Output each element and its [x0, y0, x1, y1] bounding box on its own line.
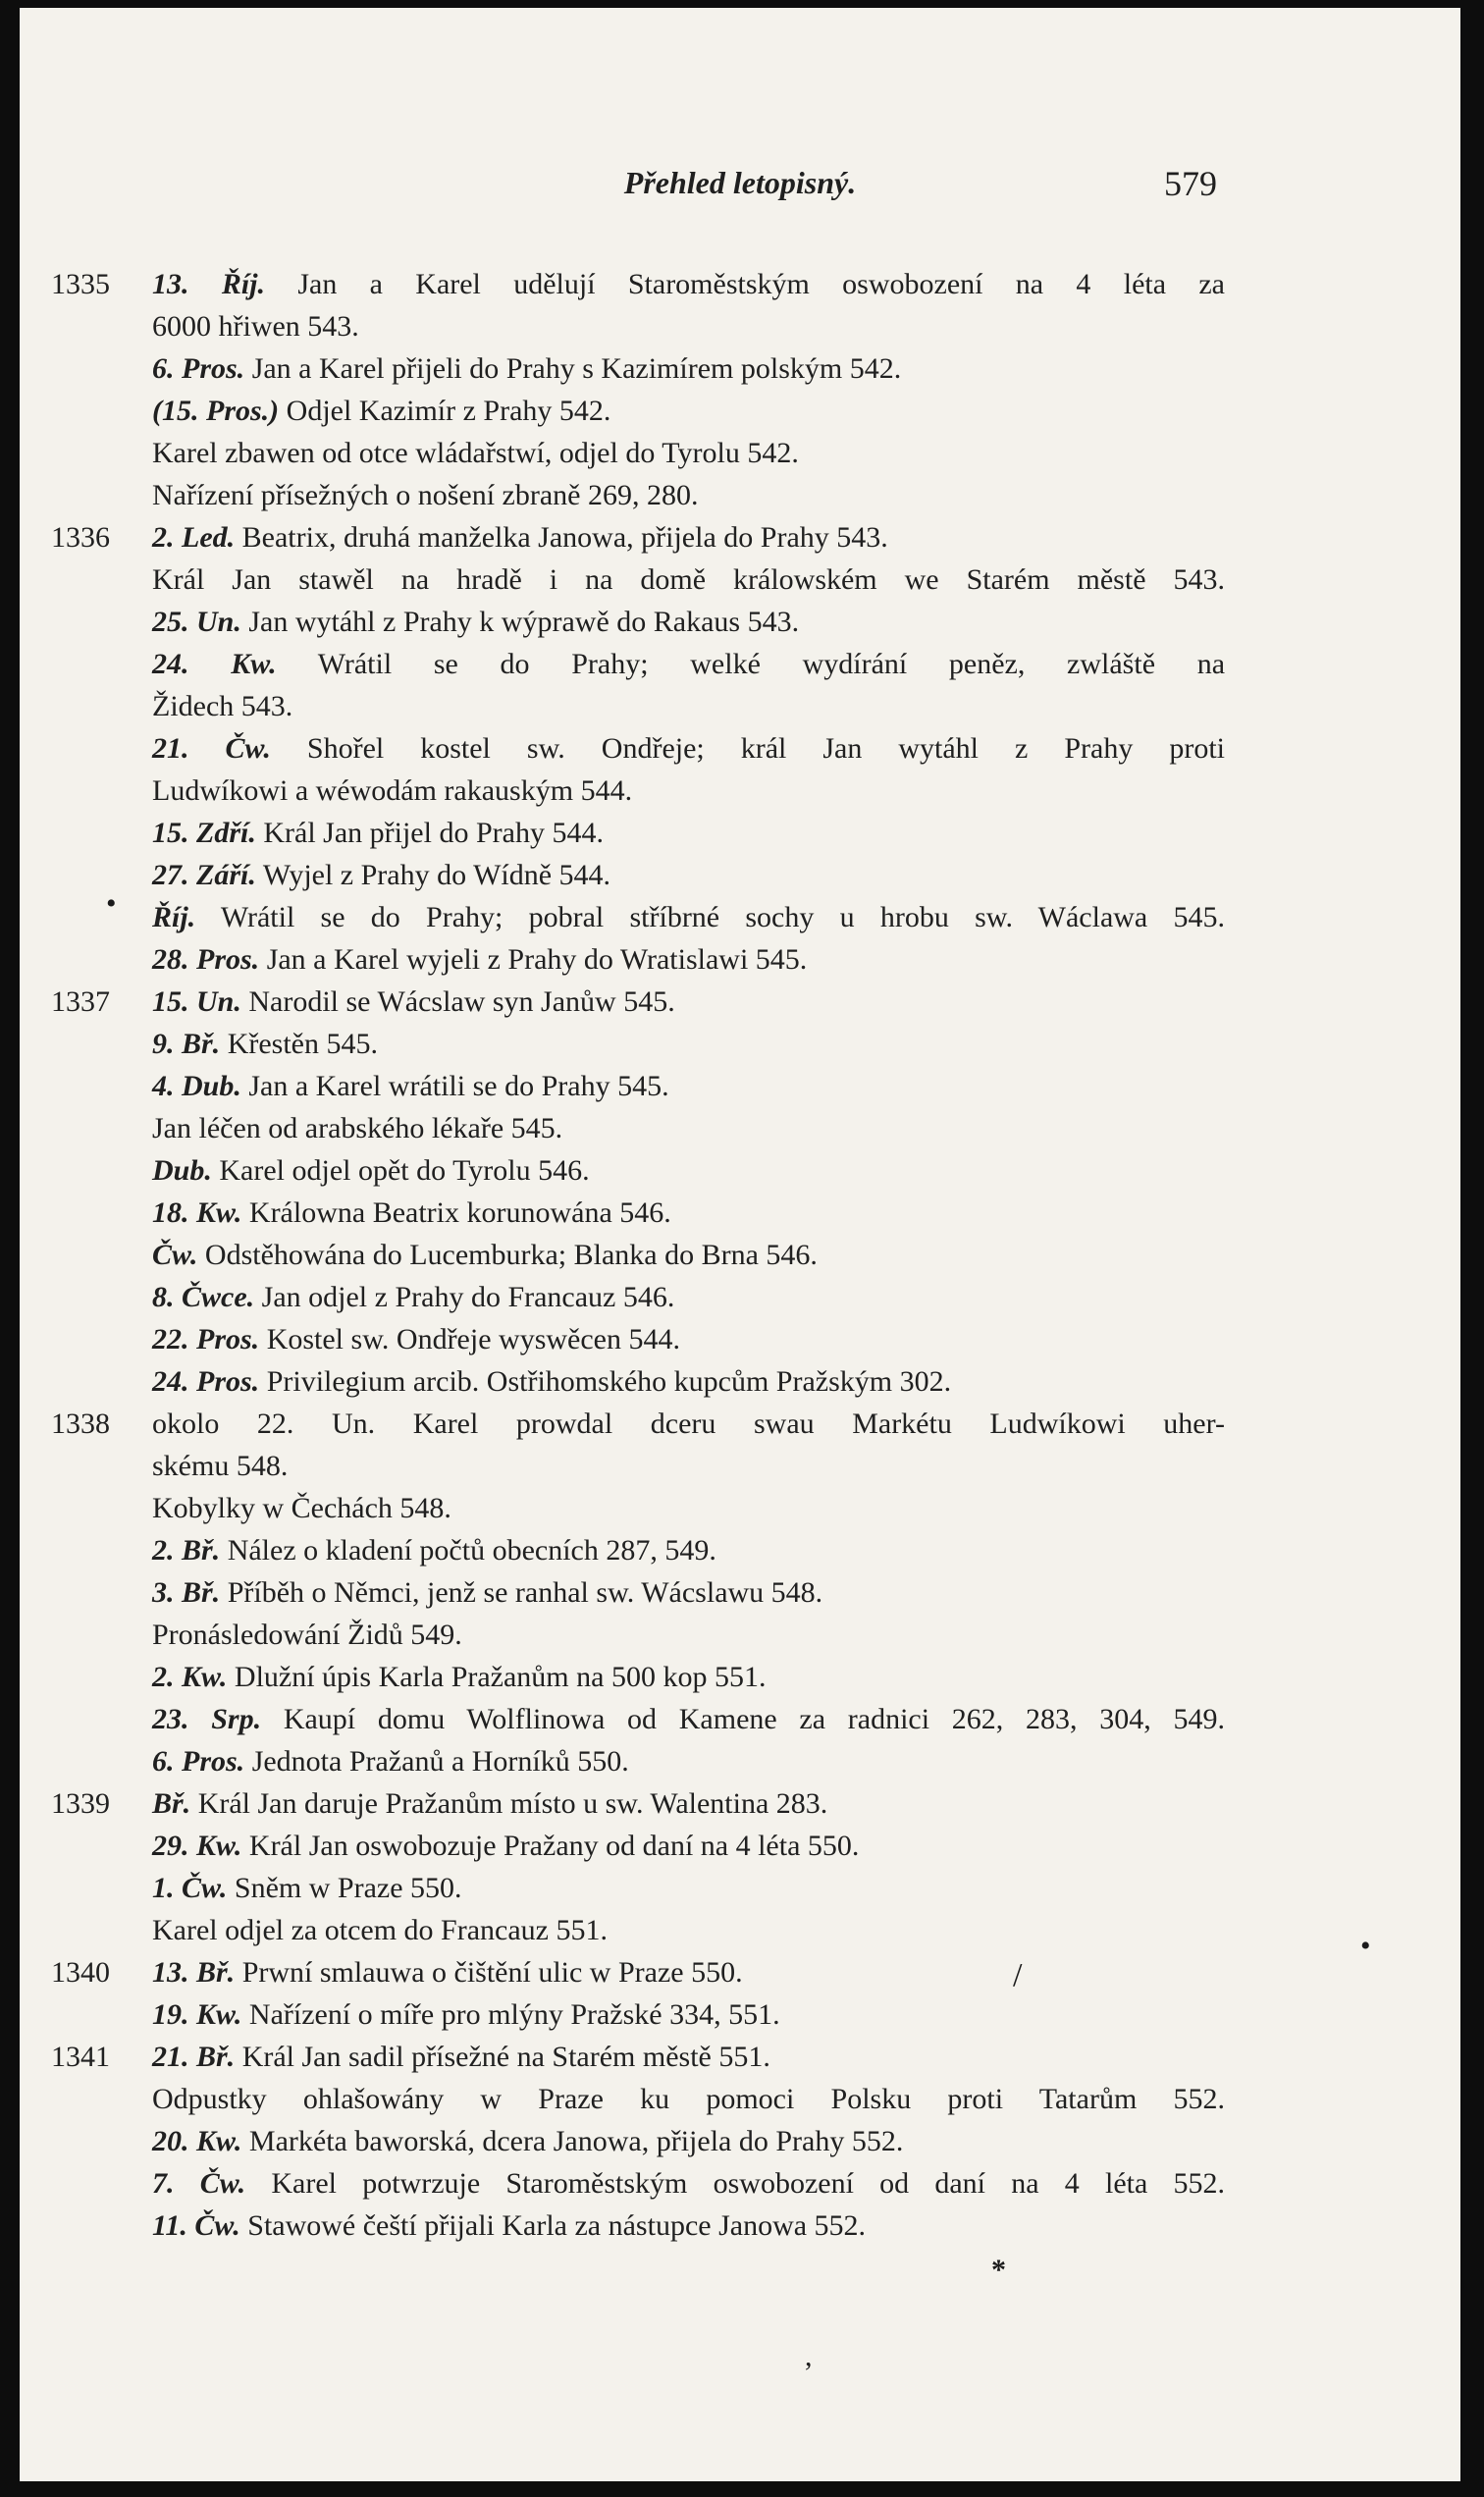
page-number: 579 [1164, 164, 1217, 203]
entry-date: 6. Pros. [152, 352, 245, 385]
entry-text: Křestěn 545. [227, 1028, 378, 1060]
stray-mark: , [805, 2340, 813, 2372]
chronology-line [20, 1360, 1460, 1403]
chronology-line [20, 1234, 1460, 1276]
chronology-line [20, 1107, 1460, 1149]
chronology-line [20, 558, 1460, 601]
chronology-line [20, 263, 1460, 305]
entry-text: Dlužní úpis Karla Pražanům na 500 kop 551. [234, 1661, 767, 1693]
running-title: Přehled letopisný. [623, 165, 857, 200]
entry-date: 11. Čw. [152, 2209, 240, 2242]
entry-text-line [152, 854, 1225, 896]
chronology-line [20, 685, 1460, 727]
entry-text: Wyjel z Prahy do Wídně 544. [262, 859, 611, 891]
print-dot-mark: • [1360, 1930, 1371, 1962]
chronology-line [20, 474, 1460, 516]
entry-text: Odpustky ohlašowány w Praze ku pomoci Polsku proti Tatarům 552. [152, 2083, 1225, 2115]
entry-text: Kobylky w Čechách 548. [152, 1492, 451, 1524]
entry-text-line [152, 1909, 1225, 1951]
entry-date: 23. Srp. [152, 1703, 262, 1735]
entry-text-line [152, 685, 1225, 727]
entry-text-line [152, 938, 1225, 981]
entry-text-line [152, 347, 1225, 390]
entry-text: Král Jan daruje Pražanům místo u sw. Walentina 283. [197, 1787, 828, 1820]
entry-text-line [152, 1107, 1225, 1149]
entry-date: 2. Kw. [152, 1661, 228, 1693]
year-label: 1336 [51, 521, 110, 554]
entry-text-line [152, 1867, 1225, 1909]
chronology-line [20, 1740, 1460, 1782]
entry-text-line [152, 2162, 1225, 2205]
entry-text: Král Jan oswobozuje Pražany od daní na 4 léta 550. [248, 1830, 860, 1862]
chronology-line [20, 2036, 1460, 2078]
entry-date: 1. Čw. [152, 1872, 228, 1904]
entry-text: Kaupí domu Wolflinowa od Kamene za radnici 262, 283, 304, 549. [283, 1703, 1225, 1735]
entry-text: Karel odjel za otcem do Francauz 551. [152, 1914, 608, 1946]
entry-date: 4. Dub. [152, 1070, 241, 1102]
entry-text-line [152, 1993, 1225, 2036]
entry-text: Židech 543. [152, 690, 293, 722]
chronology-line [20, 1656, 1460, 1698]
entry-text-line [152, 263, 1225, 305]
chronology-line [20, 727, 1460, 770]
entry-date: 29. Kw. [152, 1830, 242, 1862]
chronology-line [20, 1993, 1460, 2036]
entry-text: Odstěhowána do Lucemburka; Blanka do Brna 546. [204, 1239, 818, 1271]
entry-text: Wrátil se do Prahy; pobral stříbrné sochy u hrobu sw. Wáclawa 545. [220, 901, 1225, 933]
entry-text: Jan wytáhl z Prahy k wýprawě do Rakaus 543. [248, 606, 800, 638]
entry-date: 21. Čw. [152, 732, 271, 765]
entry-date: 15. Un. [152, 985, 241, 1018]
chronology-line [20, 1614, 1460, 1656]
entry-date: Bř. [152, 1787, 191, 1820]
entry-date: 8. Čwce. [152, 1281, 255, 1313]
entry-text-line [152, 601, 1225, 643]
entry-text-line [152, 1571, 1225, 1614]
chronology-line [20, 1825, 1460, 1867]
entry-text-line [152, 558, 1225, 601]
entry-text: Kostel sw. Ondřeje wyswěcen 544. [266, 1323, 680, 1355]
entry-text: Stawowé čeští přijali Karla za nástupce Janowa 552. [247, 2209, 867, 2242]
chronology-line [20, 812, 1460, 854]
entry-date: Říj. [152, 901, 196, 933]
chronology-line [20, 2120, 1460, 2162]
chronology-line [20, 1951, 1460, 1993]
entry-text: Jan odjel z Prahy do Francauz 546. [261, 1281, 675, 1313]
entry-text: Karel zbawen od otce wládařstwí, odjel do Tyrolu 542. [152, 437, 799, 469]
entry-date: 13. Bř. [152, 1956, 236, 1989]
chronology-line [20, 770, 1460, 812]
entry-text: Jan a Karel wyjeli z Prahy do Wratislawi 545. [266, 943, 808, 976]
entry-text-line [152, 981, 1225, 1023]
entry-text: Králowna Beatrix korunowána 546. [248, 1196, 671, 1229]
pencil-slash-mark: / [1013, 1957, 1023, 1993]
entry-text-line [152, 1740, 1225, 1782]
chronology-line [20, 643, 1460, 685]
entry-text: Sněm w Praze 550. [234, 1872, 462, 1904]
entry-text: Jan a Karel udělují Staroměstským oswobození na 4 léta za [297, 268, 1225, 300]
entry-date: 24. Kw. [152, 648, 277, 680]
entry-text: Shořel kostel sw. Ondřeje; král Jan wytáhl z Prahy proti [306, 732, 1225, 765]
entry-text-line [152, 1614, 1225, 1656]
year-label: 1339 [51, 1787, 110, 1820]
chronology-line [20, 1867, 1460, 1909]
entry-text-line [152, 727, 1225, 770]
entry-date: 2. Led. [152, 521, 236, 554]
entry-text: Jednota Pražanů a Horníků 550. [251, 1745, 629, 1778]
chronology-line [20, 1023, 1460, 1065]
chronology-line [20, 896, 1460, 938]
chronology-line [20, 347, 1460, 390]
chronology-line [20, 1276, 1460, 1318]
book-page [20, 8, 1460, 2481]
entry-text-line [152, 432, 1225, 474]
entry-date: Čw. [152, 1239, 198, 1271]
entry-text: Markéta baworská, dcera Janowa, přijela do Prahy 552. [248, 2125, 904, 2157]
signature-mark: * [991, 2254, 1006, 2286]
entry-date: 13. Říj. [152, 268, 265, 300]
entry-date: 15. Zdří. [152, 817, 256, 849]
entry-text: Karel potwrzuje Staroměstským oswobození od daní na 4 léta 552. [271, 2167, 1226, 2200]
entry-text: Nález o kladení počtů obecních 287, 549. [227, 1534, 716, 1567]
entry-text-line [152, 1234, 1225, 1276]
entry-text: okolo 22. Un. Karel prowdal dceru swau Markétu Ludwíkowi uher- [152, 1408, 1225, 1440]
entry-date: 20. Kw. [152, 2125, 242, 2157]
chronology-line [20, 981, 1460, 1023]
entry-text-line [152, 812, 1225, 854]
entry-date: 28. Pros. [152, 943, 260, 976]
entry-text: Privilegium arcib. Ostřihomského kupcům Pražským 302. [266, 1365, 952, 1398]
entry-text: Jan a Karel wrátili se do Prahy 545. [248, 1070, 669, 1102]
entry-date: 24. Pros. [152, 1365, 260, 1398]
entry-text-line [152, 1529, 1225, 1571]
chronology-line [20, 1698, 1460, 1740]
entry-date: 25. Un. [152, 606, 241, 638]
chronology-line [20, 2078, 1460, 2120]
entry-text-line [152, 1149, 1225, 1192]
entry-text-line [152, 2205, 1225, 2247]
chronology-line [20, 938, 1460, 981]
entry-text-line [152, 2120, 1225, 2162]
entry-text-line [152, 1360, 1225, 1403]
entry-text-line [152, 1445, 1225, 1487]
entry-text-line [152, 1487, 1225, 1529]
entry-text: Narodil se Wácslaw syn Janůw 545. [248, 985, 675, 1018]
chronology-line [20, 2162, 1460, 2205]
chronology-line [20, 1065, 1460, 1107]
entry-text: Prwní smlauwa o čištění ulic w Praze 550. [241, 1956, 743, 1989]
entry-date: Dub. [152, 1154, 212, 1187]
entry-text: Jan a Karel přijeli do Prahy s Kazimírem polským 542. [251, 352, 902, 385]
chronology-line [20, 1445, 1460, 1487]
entry-text-line [152, 390, 1225, 432]
year-label: 1340 [51, 1956, 110, 1989]
entry-text-line [152, 305, 1225, 347]
entry-text-line [152, 2036, 1225, 2078]
entry-text-line [152, 643, 1225, 685]
entry-text: Jan léčen od arabského lékaře 545. [152, 1112, 563, 1144]
entry-text-line [152, 1023, 1225, 1065]
chronology-line [20, 1318, 1460, 1360]
entry-text: Odjel Kazimír z Prahy 542. [286, 395, 611, 427]
entry-text: Nařízení o míře pro mlýny Pražské 334, 551. [248, 1998, 780, 2031]
chronology-line [20, 305, 1460, 347]
year-label: 1337 [51, 985, 110, 1018]
year-label: 1335 [51, 268, 110, 300]
entry-text-line [152, 1656, 1225, 1698]
entry-text-line [152, 1276, 1225, 1318]
chronology-line [20, 1571, 1460, 1614]
entry-date: (15. Pros.) [152, 395, 280, 427]
chronology-line [20, 1782, 1460, 1825]
chronology-line [20, 516, 1460, 558]
chronology-line [20, 2205, 1460, 2247]
entry-text-line [152, 2078, 1225, 2120]
entry-date: 27. Září. [152, 859, 256, 891]
entry-text-line [152, 1698, 1225, 1740]
entry-text-line [152, 1403, 1225, 1445]
entry-text: Král Jan přijel do Prahy 544. [263, 817, 604, 849]
entry-date: 19. Kw. [152, 1998, 242, 2031]
year-label: 1341 [51, 2041, 110, 2073]
entry-text: Král Jan stawěl na hradě i na domě králowském we Starém městě 543. [152, 563, 1225, 596]
entry-text: 6000 hřiwen 543. [152, 310, 359, 343]
chronology-line [20, 1487, 1460, 1529]
entry-date: 18. Kw. [152, 1196, 242, 1229]
entry-text-line [152, 1825, 1225, 1867]
entry-date: 3. Bř. [152, 1576, 221, 1609]
chronology-list [20, 263, 1460, 2247]
entry-text: Nařízení přísežných o nošení zbraně 269, 280. [152, 479, 699, 511]
chronology-line [20, 390, 1460, 432]
entry-date: 7. Čw. [152, 2167, 246, 2200]
entry-text-line [152, 1951, 1225, 1993]
entry-text: Příběh o Němci, jenž se ranhal sw. Wácslawu 548. [227, 1576, 823, 1609]
entry-text-line [152, 516, 1225, 558]
chronology-line [20, 1909, 1460, 1951]
entry-text-line [152, 1782, 1225, 1825]
chronology-line [20, 1403, 1460, 1445]
entry-text-line [152, 474, 1225, 516]
entry-text: Karel odjel opět do Tyrolu 546. [219, 1154, 590, 1187]
print-dot-mark: • [106, 887, 117, 920]
entry-text: Ludwíkowi a wéwodám rakauským 544. [152, 774, 633, 807]
page-header [20, 165, 1460, 214]
entry-text: Pronásledowání Židů 549. [152, 1619, 462, 1651]
entry-date: 2. Bř. [152, 1534, 221, 1567]
entry-date: 6. Pros. [152, 1745, 245, 1778]
entry-text-line [152, 1192, 1225, 1234]
entry-text-line [152, 896, 1225, 938]
entry-text: Beatrix, druhá manželka Janowa, přijela do Prahy 543. [241, 521, 888, 554]
entry-date: 21. Bř. [152, 2041, 236, 2073]
chronology-line [20, 854, 1460, 896]
chronology-line [20, 1192, 1460, 1234]
year-label: 1338 [51, 1408, 110, 1440]
chronology-line [20, 432, 1460, 474]
chronology-line [20, 1529, 1460, 1571]
entry-text-line [152, 770, 1225, 812]
entry-text-line [152, 1065, 1225, 1107]
entry-date: 9. Bř. [152, 1028, 221, 1060]
entry-date: 22. Pros. [152, 1323, 260, 1355]
entry-text-line [152, 1318, 1225, 1360]
entry-text: Král Jan sadil přísežné na Starém městě 551. [241, 2041, 770, 2073]
entry-text: skému 548. [152, 1450, 289, 1482]
chronology-line [20, 601, 1460, 643]
chronology-line [20, 1149, 1460, 1192]
entry-text: Wrátil se do Prahy; welké wydírání peněz, zwláště na [317, 648, 1226, 680]
